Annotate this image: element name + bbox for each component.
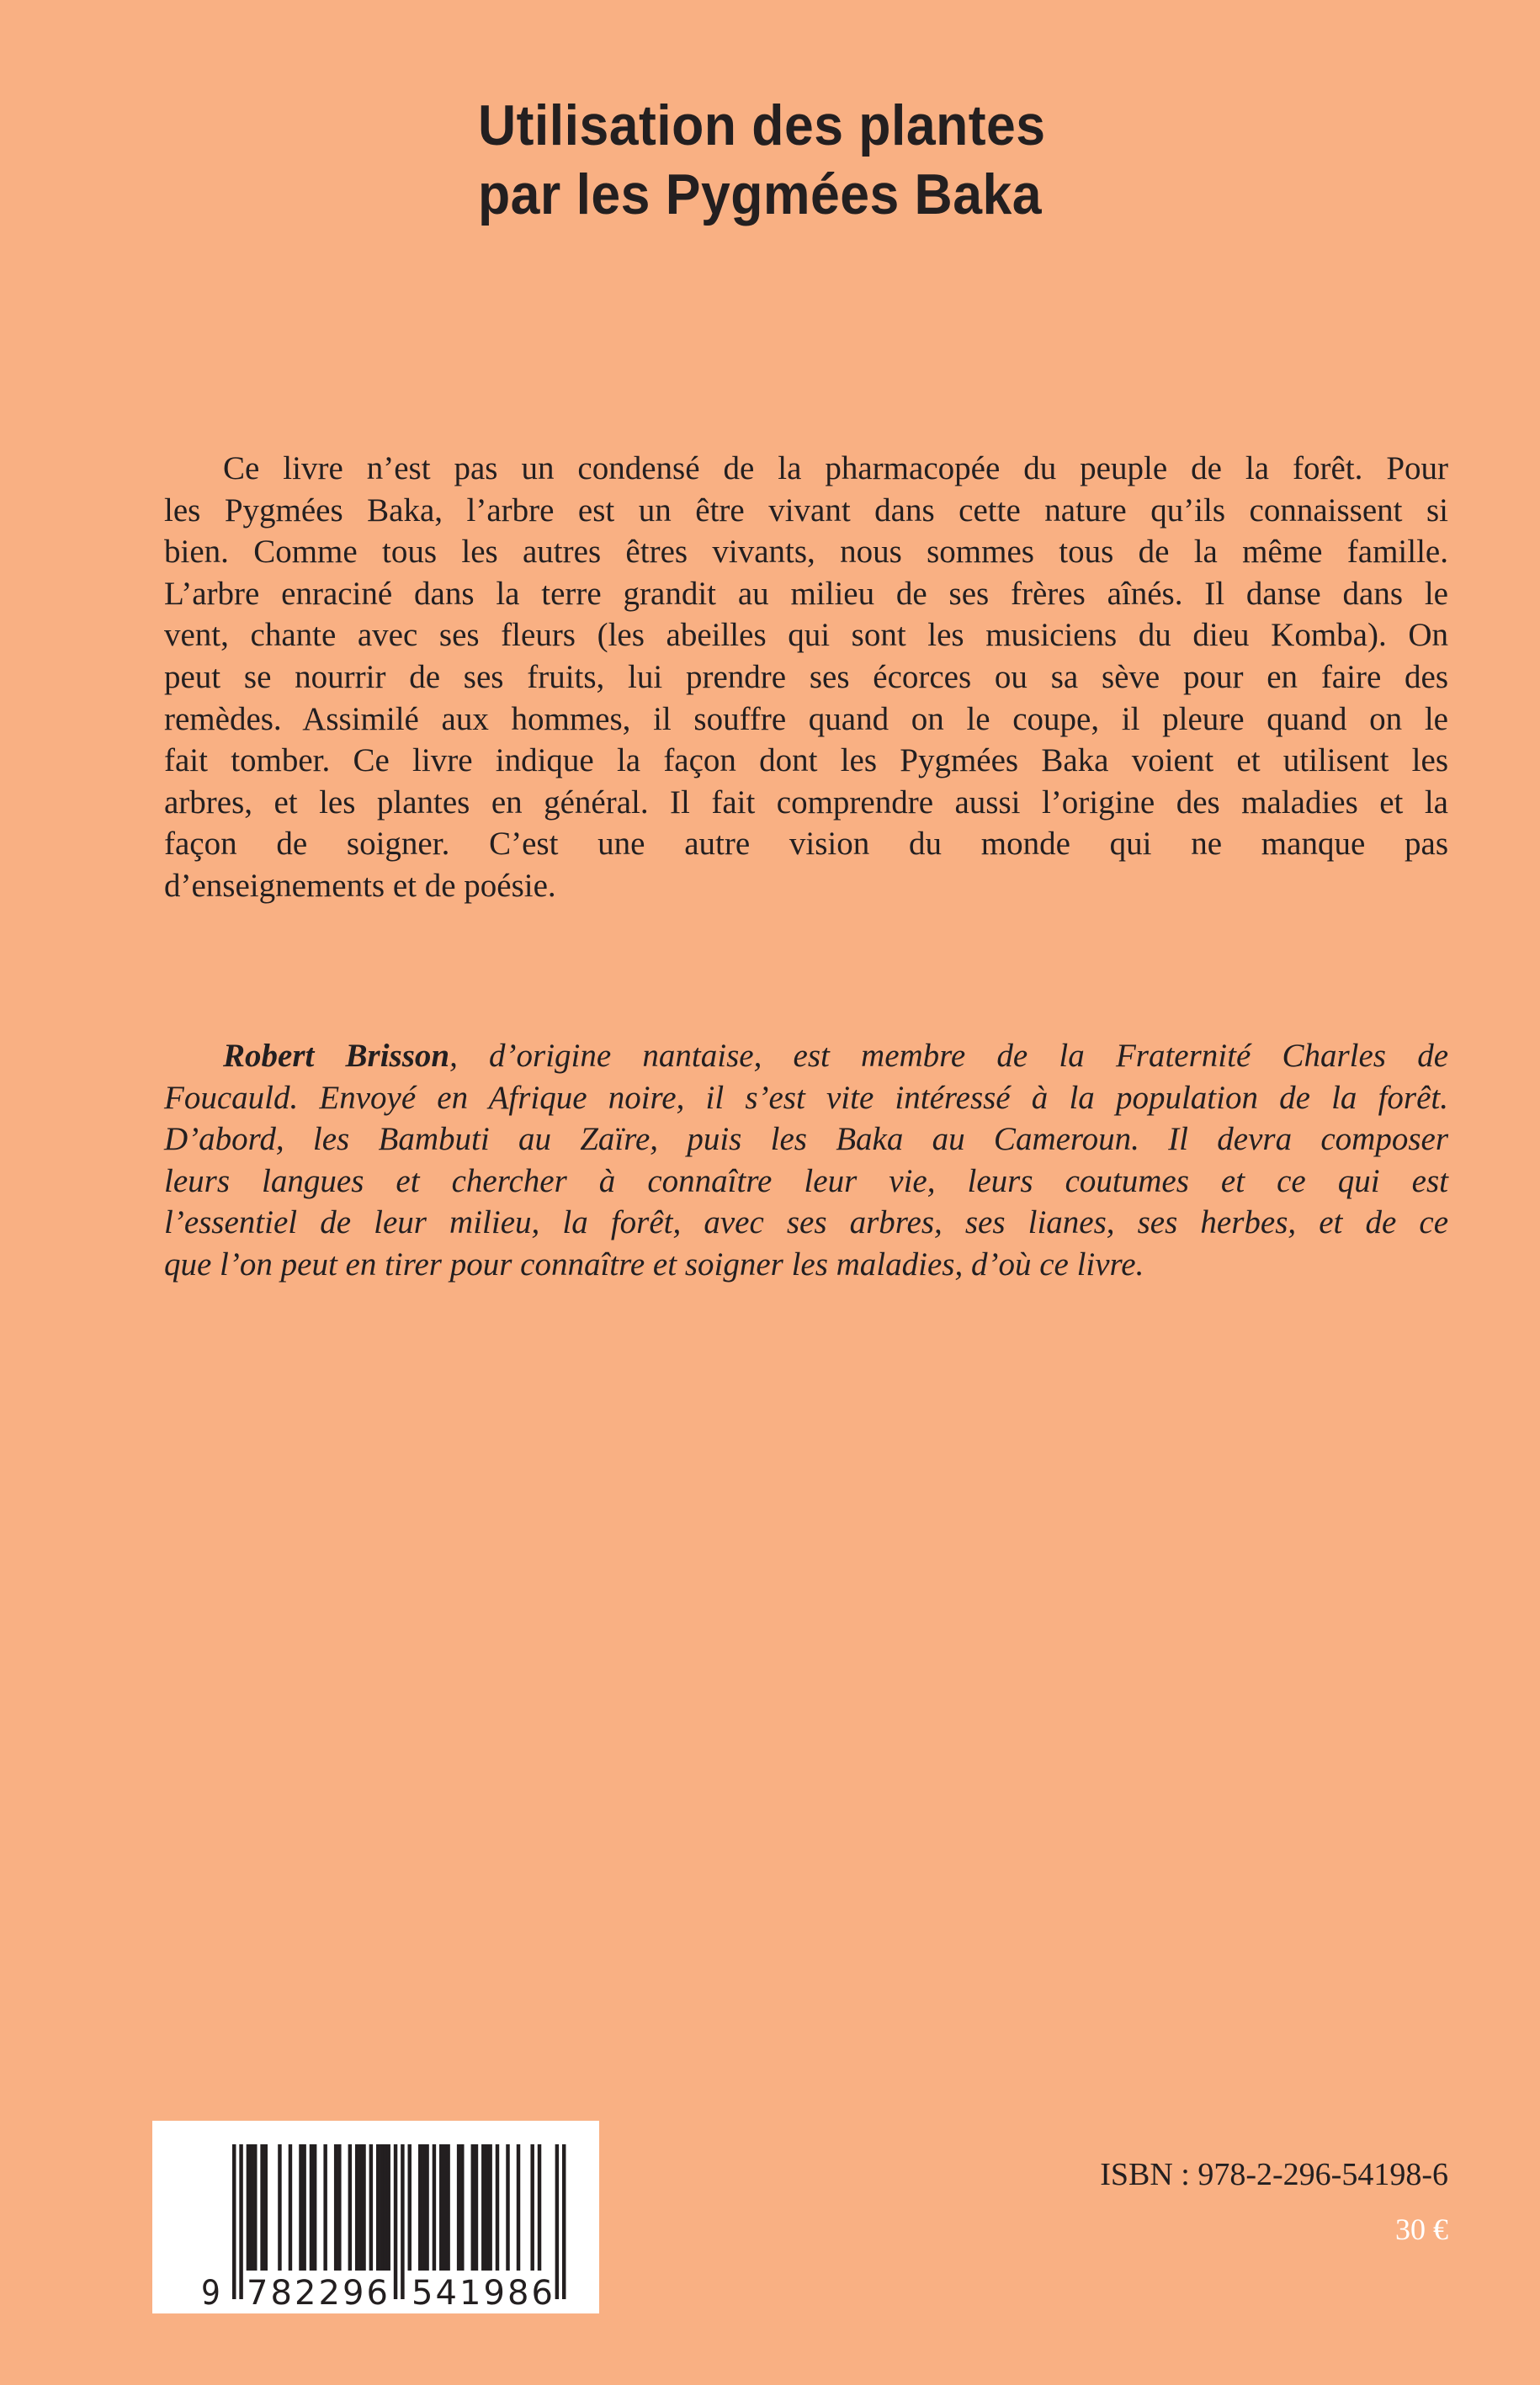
author-bio-line: leurs langues et chercher à connaître leur vie, leurs coutumes et ce qui est xyxy=(164,1162,1448,1199)
barcode-bar xyxy=(394,2144,397,2299)
barcode-bar xyxy=(323,2144,327,2271)
barcode-bar xyxy=(517,2144,520,2271)
barcode-bar xyxy=(386,2144,390,2271)
barcode-bar xyxy=(488,2144,491,2271)
barcode-bar xyxy=(264,2144,268,2271)
author-bio xyxy=(164,1035,1448,1286)
barcode-bar xyxy=(302,2144,305,2271)
barcode-bar xyxy=(380,2144,383,2271)
barcode-bar xyxy=(496,2144,499,2271)
description-line: les Pygmées Baka, l’arbre est un être vivant dans cette nature qu’ils connaissent si xyxy=(164,491,1448,529)
barcode-bar xyxy=(439,2144,443,2271)
barcode-bar xyxy=(433,2144,436,2271)
barcode-bar xyxy=(369,2144,373,2271)
barcode-bar xyxy=(408,2144,412,2271)
description-line: L’arbre enraciné dans la terre grandit au milieu de ses frères aînés. Il danse dans le xyxy=(164,575,1448,612)
barcode-bar xyxy=(250,2144,253,2271)
barcode-bar xyxy=(358,2144,362,2271)
description-line: façon de soigner. C’est une autre vision du monde qui ne manque pas xyxy=(164,826,1448,863)
barcode-bar xyxy=(475,2144,478,2271)
barcode-bar xyxy=(471,2144,475,2271)
description-line: remèdes. Assimilé aux hommes, il souffre quand on le coupe, il pleure quand on le xyxy=(164,700,1448,737)
author-name: Robert Brisson xyxy=(223,1038,450,1074)
barcode-bar xyxy=(443,2144,446,2271)
barcode-bar xyxy=(376,2144,380,2271)
barcode-bar xyxy=(538,2144,541,2271)
barcode-bar xyxy=(457,2144,460,2271)
barcode-bar xyxy=(260,2144,263,2271)
barcode-bar xyxy=(418,2144,422,2271)
barcode xyxy=(152,2121,599,2313)
barcode-bar xyxy=(460,2144,464,2271)
author-bio-line: D’abord, les Bambuti au Zaïre, puis les Baka au Cameroun. Il devra composer xyxy=(164,1121,1448,1158)
description-line: bien. Comme tous les autres êtres vivants, nous sommes tous de la même famille. xyxy=(164,534,1448,571)
barcode-bar xyxy=(425,2144,428,2271)
barcode-bar xyxy=(247,2144,250,2271)
barcode-bar xyxy=(337,2144,341,2271)
book-description xyxy=(164,448,1448,907)
barcode-bar xyxy=(334,2144,337,2271)
barcode-left-digits: 782296 xyxy=(247,2274,388,2313)
author-bio-line: que l’on peut en tirer pour connaître et soigner les maladies, d’où ce livre. xyxy=(164,1246,1144,1283)
description-line: arbres, et les plantes en général. Il fait comprendre aussi l’origine des maladies et la xyxy=(164,783,1448,821)
description-line: vent, chante avec ses fleurs (les abeilles qui sont les musiciens du dieu Komba). On xyxy=(164,617,1448,654)
barcode-bar xyxy=(278,2144,281,2271)
barcode-bar xyxy=(383,2144,386,2271)
description-line: peut se nourrir de ses fruits, lui prendre ses écorces ou sa sève pour en faire des xyxy=(164,658,1448,695)
author-bio-line: l’essentiel de leur milieu, la forêt, avec ses arbres, ses lianes, ses herbes, et de ce xyxy=(164,1204,1448,1241)
author-bio-line xyxy=(164,1035,1448,1077)
price: 30 € xyxy=(1395,2212,1448,2246)
barcode-bar xyxy=(232,2144,236,2299)
barcode-bar xyxy=(555,2144,559,2299)
barcode-right-digits: 541986 xyxy=(412,2274,553,2313)
barcode-bar xyxy=(313,2144,316,2271)
barcode-bar xyxy=(562,2144,566,2299)
barcode-bar xyxy=(289,2144,292,2271)
author-bio-first-line: , d’origine nantaise, est membre de la Fraternité Charles de xyxy=(449,1038,1449,1074)
barcode-bar xyxy=(239,2144,242,2299)
barcode-bar xyxy=(530,2144,534,2271)
barcode-bar xyxy=(506,2144,509,2271)
barcode-bar xyxy=(401,2144,404,2299)
barcode-bar xyxy=(362,2144,365,2271)
barcode-bar xyxy=(422,2144,425,2271)
barcode-bar xyxy=(310,2144,313,2271)
title-line-1: Utilisation des plantes xyxy=(478,93,1046,157)
barcode-bars xyxy=(152,2121,599,2313)
barcode-bar xyxy=(481,2144,485,2271)
barcode-bar xyxy=(355,2144,358,2271)
title-line-2: par les Pygmées Baka xyxy=(478,162,1042,226)
isbn: ISBN : 978-2-296-54198-6 xyxy=(1100,2157,1448,2192)
barcode-bar xyxy=(485,2144,488,2271)
author-bio-line: Foucauld. Envoyé en Afrique noire, il s’est vite intéressé à la population de la forêt. xyxy=(164,1079,1448,1116)
barcode-bar xyxy=(348,2144,352,2271)
description-line: Ce livre n’est pas un condensé de la pharmacopée du peuple de la forêt. Pour xyxy=(223,450,1448,486)
barcode-bar xyxy=(299,2144,302,2271)
description-line: d’enseignements et de poésie. xyxy=(164,867,556,904)
barcode-bar xyxy=(446,2144,449,2271)
barcode-bar xyxy=(253,2144,257,2271)
barcode-first-digit: 9 xyxy=(201,2274,220,2313)
description-line: fait tomber. Ce livre indique la façon dont les Pygmées Baka voient et utilisent les xyxy=(164,742,1448,779)
book-title xyxy=(478,91,1046,229)
